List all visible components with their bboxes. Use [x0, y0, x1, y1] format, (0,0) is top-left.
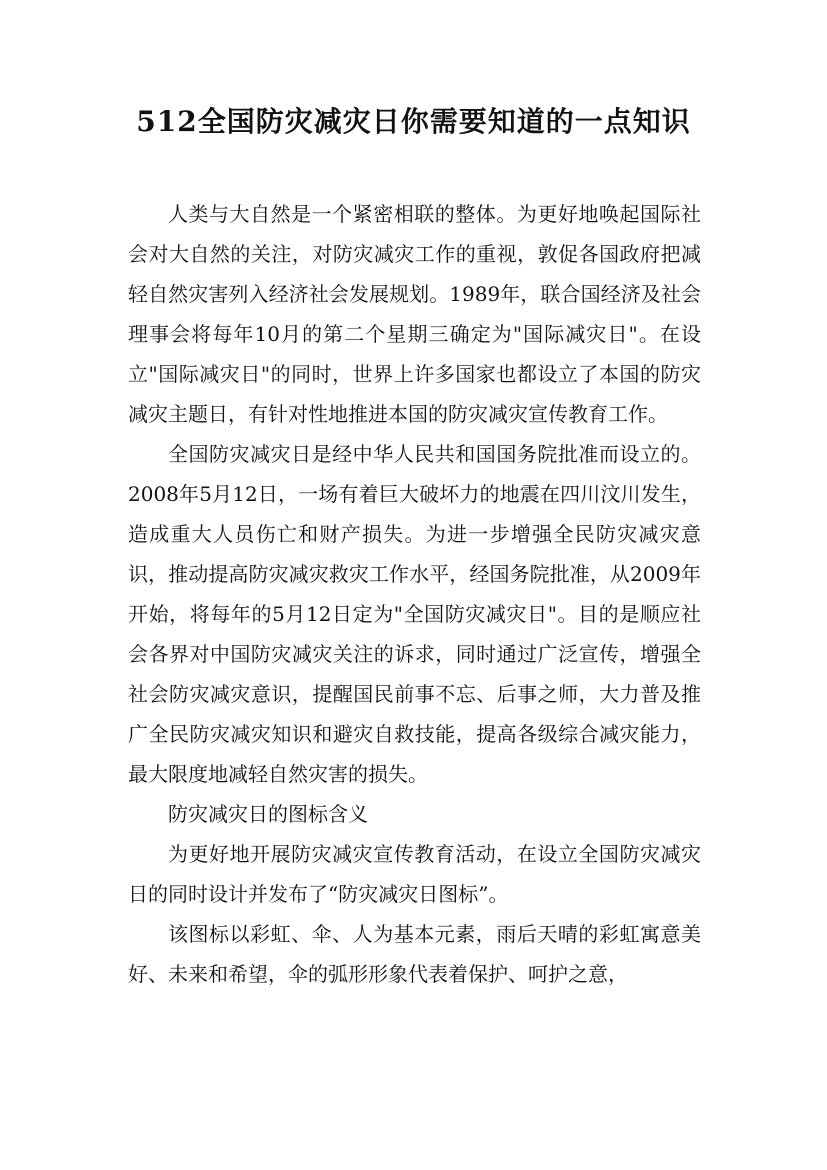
document-body: [128, 194, 701, 994]
section-heading: 防灾减灾日的图标含义: [168, 802, 368, 826]
document-title: 512全国防灾减灾日你需要知道的一点知识: [136, 105, 691, 138]
paragraph: 人类与大自然是一个紧密相联的整体。为更好地唤起国际社会对大自然的关注，对防灾减灾工作的重视，敦促各国政府把减轻自然灾害列入经济社会发展规划。1989年，联合国经济及社会理事会将每年10月的第二个星期三确定为"国际减灾日"。在设立"国际减灾日"的同时，世界上许多国家也都设立了本国的防灾减灾主题日，有针对性地推进本国的防灾减灾宣传教育工作。: [128, 202, 701, 426]
paragraph: 为更好地开展防灾减灾宣传教育活动，在设立全国防灾减灾日的同时设计并发布了“防灾减灾日图标”。: [128, 842, 701, 906]
paragraph: 该图标以彩虹、伞、人为基本元素，雨后天晴的彩虹寓意美好、未来和希望，伞的弧形形象代表着保护、呵护之意，: [128, 922, 701, 986]
paragraph: 全国防灾减灾日是经中华人民共和国国务院批准而设立的。2008年5月12日，一场有着巨大破坏力的地震在四川汶川发生，造成重大人员伤亡和财产损失。为进一步增强全民防灾减灾意识，推动提高防灾减灾救灾工作水平，经国务院批准，从2009年开始，将每年的5月12日定为"全国防灾减灾日"。目的是顺应社会各界对中国防灾减灾关注的诉求，同时通过广泛宣传，增强全社会防灾减灾意识，提醒国民前事不忘、后事之师，大力普及推广全民防灾减灾知识和避灾自救技能，提高各级综合减灾能力，最大限度地减轻自然灾害的损失。: [128, 442, 701, 786]
